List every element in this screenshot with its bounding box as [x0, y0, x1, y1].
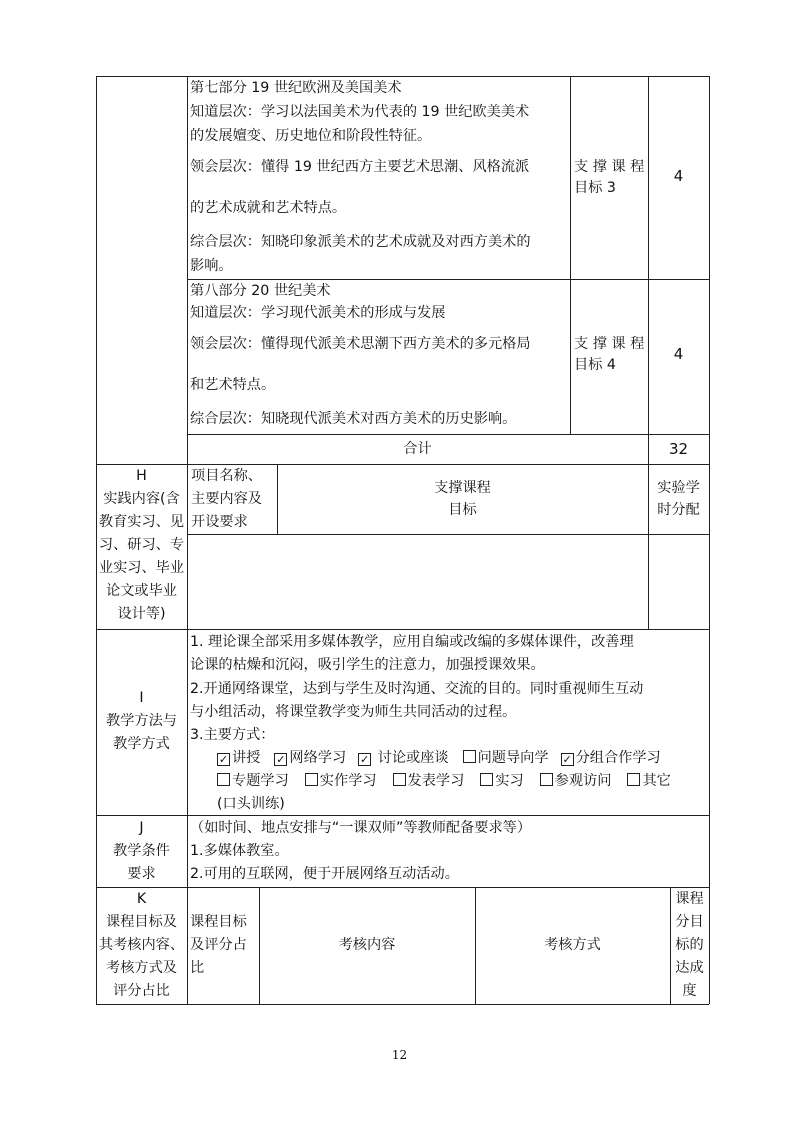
- part7-title: 第七部分 19 世纪欧洲及美国美术: [190, 80, 402, 96]
- checkbox-icon: [540, 773, 553, 786]
- method-p2-line1: 2.开通网络课堂，达到与学生及时沟通、交流的目的。同时重视师生互动: [190, 681, 644, 697]
- method-option-discussion[interactable]: ✓ 讨论或座谈: [360, 750, 449, 766]
- row-k-header-method: 考核方式: [544, 937, 601, 953]
- method-p2-line2: 与小组活动，将课堂教学变为师生共同活动的过程。: [190, 704, 517, 720]
- row-k-header-content: 考核内容: [338, 937, 396, 953]
- part7-hours: 4: [673, 167, 684, 185]
- method-option-online[interactable]: ✓ 网络学习: [276, 750, 347, 766]
- condition-item-2: 2.可用的互联网，便于开展网络互动活动。: [190, 866, 459, 882]
- checkbox-icon: [463, 750, 476, 763]
- method-option-problem[interactable]: 问题导向学: [463, 750, 549, 766]
- part8-understand-line1: 领会层次：懂得现代派美术思潮下西方美术的多元格局: [190, 336, 531, 352]
- checkbox-icon: [217, 773, 230, 786]
- page-number: 12: [391, 1048, 408, 1062]
- condition-note: （如时间、地点安排与“一课双师”等教师配备要求等）: [190, 820, 532, 836]
- checked-box-icon: ✓: [562, 753, 572, 766]
- method-option-practice[interactable]: 实作学习: [305, 773, 377, 789]
- part7-goal-line1: 支 撑 课 程: [574, 159, 645, 175]
- method-options-row1: [217, 748, 661, 768]
- method-option-internship[interactable]: 实习: [480, 773, 523, 789]
- part7-know-line1: 知道层次：学习以法国美术为代表的 19 世纪欧美美术: [190, 104, 530, 120]
- part7-understand-line2: 的艺术成就和艺术特点。: [190, 200, 347, 216]
- total-value: 32: [668, 440, 689, 458]
- method-option-presentation[interactable]: 发表学习: [393, 773, 465, 789]
- checkbox-icon: [627, 773, 640, 786]
- part7-know-line2: 的发展嬗变、历史地位和阶段性特征。: [190, 128, 432, 144]
- part8-title: 第八部分 20 世纪美术: [190, 283, 331, 299]
- method-option-other[interactable]: 其它: [627, 773, 670, 789]
- method-options-row2: [217, 771, 671, 791]
- condition-item-1: 1.多媒体教室。: [190, 843, 289, 859]
- checked-box-icon: ✓: [276, 753, 286, 766]
- checkbox-icon: [305, 773, 318, 786]
- method-option-visit[interactable]: 参观访问: [540, 773, 612, 789]
- part8-goal-line2: 目标 4: [574, 357, 616, 373]
- document-page: 第七部分 19 世纪欧洲及美国美术 知道层次：学习以法国美术为代表的 19 世纪欧美美术 的发展嬗变、历史地位和阶段性特征。 领会层次：懂得 19 世纪西方主要艺术思潮、风格流派 的艺术成就和艺术特点。 综合层次：知晓印象派美术的艺术成就及对西方美术的 影响。 支 撑 课 程 目标 3 4 第八部分 20 世纪美术 知道层次：学习现代派美术的形成与发展 领会层次：懂得现代派美术思潮下西方美术的多元格局 和艺术特点。 综合层次：知晓现代派美术对西方美术的历史影响。 支 撑 课 程 目标 4 4 合计 32 H 实践内容(含 教育实习、见 习、研习、专 业实习、毕业 论文或毕业 设计等) 项目名称、 主要内容及 开设要求 支撑课程 目标 实验学 时分配 I 教学方法与 教学方式 1. 理论课全部采用多媒体教学，应用自编或改编的多媒体课件，改善理 论课的枯燥和沉闷，吸引学生的注意力，加强授课效果。 2.开通网络课堂，达到与学生及时沟通、交流的目的。同时重视师生互动 与小组活动，将课堂教学变为师生共同活动的过程。 3.主要方式： ✓ 讲授 ✓ 网络学习 ✓ 讨论或座谈 问题导向学 ✓ 分组合作学习 专题学习 实作学习 发表学习 实习 参观访问 其它 (口头训练) J 教学条件 要求 （如时间、地点安排与“一课双师”等教师配备要求等） 1.多媒体教室。 2.可用的互联网，便于开展网络互动活动。 K 课程目标及 其考核内容、 考核方式及 评分占比 课程目标 及评分占 比 考核内容 考核方式 课程 分目 标的 达成 度 12: [0, 0, 799, 1131]
- checked-box-icon: ✓: [360, 753, 370, 766]
- method-option-topic[interactable]: 专题学习: [217, 773, 289, 789]
- method-p1-line2: 论课的枯燥和沉闷，吸引学生的注意力，加强授课效果。: [190, 657, 545, 673]
- part8-synth: 综合层次：知晓现代派美术对西方美术的历史影响。: [190, 411, 517, 427]
- method-option-lecture[interactable]: ✓ 讲授: [218, 750, 261, 766]
- method-other-note: (口头训练): [217, 796, 285, 812]
- part8-understand-line2: 和艺术特点。: [190, 377, 276, 393]
- checkbox-icon: [393, 773, 406, 786]
- part7-goal-line2: 目标 3: [574, 180, 616, 196]
- part7-synth-line2: 影响。: [190, 258, 233, 274]
- part8-know: 知道层次：学习现代派美术的形成与发展: [190, 305, 446, 321]
- part8-hours: 4: [673, 345, 684, 363]
- part8-goal-line1: 支 撑 课 程: [574, 336, 645, 352]
- checked-box-icon: ✓: [218, 753, 229, 766]
- total-label: 合计: [403, 441, 432, 457]
- method-p3: 3.主要方式：: [190, 727, 275, 743]
- part7-understand-line1: 领会层次：懂得 19 世纪西方主要艺术思潮、风格流派: [190, 159, 530, 175]
- method-option-group[interactable]: ✓ 分组合作学习: [562, 750, 661, 766]
- part7-synth-line1: 综合层次：知晓印象派美术的艺术成就及对西方美术的: [190, 234, 531, 250]
- method-p1-line1: 1. 理论课全部采用多媒体教学，应用自编或改编的多媒体课件，改善理: [190, 634, 634, 650]
- checkbox-icon: [480, 773, 493, 786]
